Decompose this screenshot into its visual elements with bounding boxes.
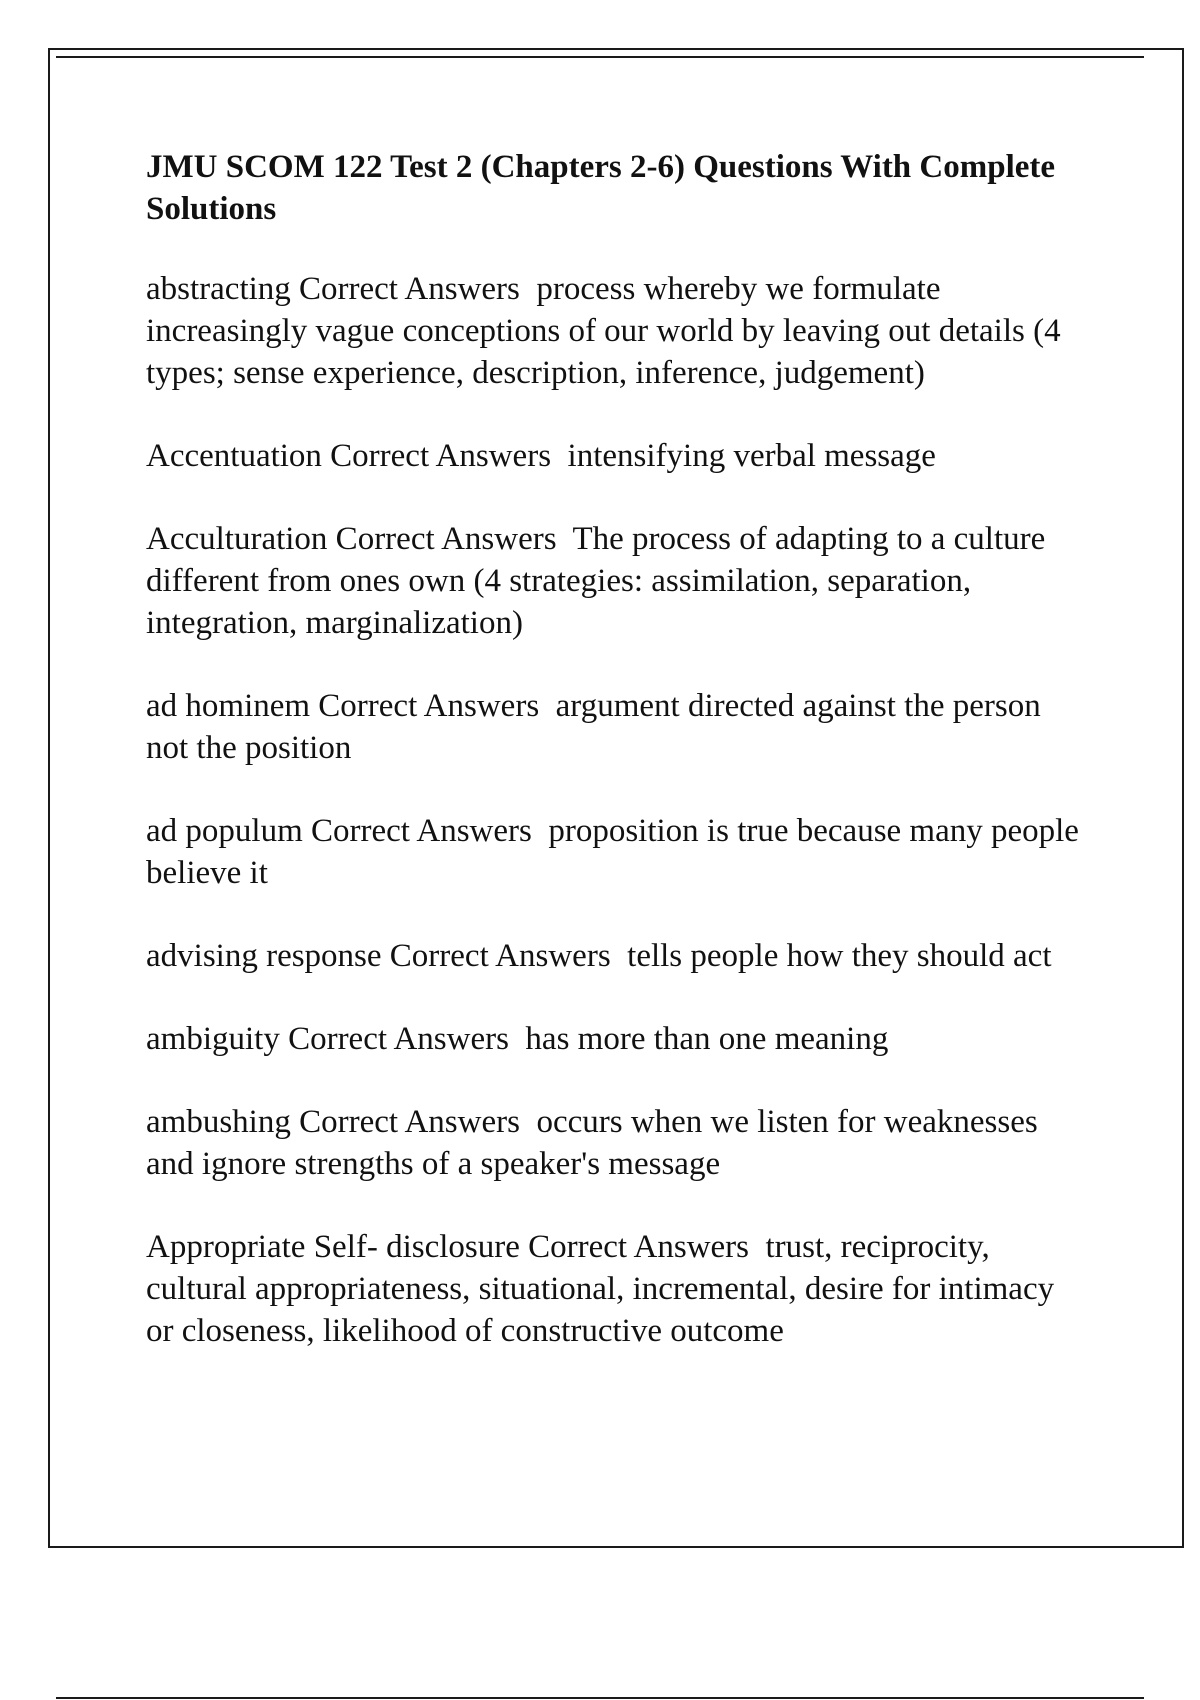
entry-advising-response: advising response Correct Answers tells people how they should act [146,938,1052,974]
entry-appropriate-self-disclosure: Appropriate Self- disclosure Correct Answers trust, reciprocity, cultural appropriateness, situational, incremental, desire for intimacy or closeness, likelihood of constructive outcome [146,1229,1063,1349]
entry-ambiguity: ambiguity Correct Answers has more than one meaning [146,1021,889,1057]
document-title: JMU SCOM 122 Test 2 (Chapters 2-6) Questions With Complete Solutions [146,149,1056,227]
entry-ad-populum: ad populum Correct Answers proposition is true because many people believe it [146,813,1088,891]
entry-ad-hominem: ad hominem Correct Answers argument directed against the person not the position [146,688,1049,766]
entry-acculturation: Acculturation Correct Answers The process of adapting to a culture different from ones own (4 strategies: assimilation, separation, integration, marginalization) [146,521,1054,641]
entry-abstracting: abstracting Correct Answers process whereby we formulate increasingly vague conceptions of our world by leaving out details (4 types; sense experience, description, inference, judgement) [146,271,1069,391]
document-content [146,146,1086,1393]
entry-accentuation: Accentuation Correct Answers intensifying verbal message [146,438,936,474]
bottom-rule [56,1697,1144,1699]
top-rule [56,56,1144,58]
entry-ambushing: ambushing Correct Answers occurs when we listen for weaknesses and ignore strengths of a speaker's message [146,1104,1046,1182]
